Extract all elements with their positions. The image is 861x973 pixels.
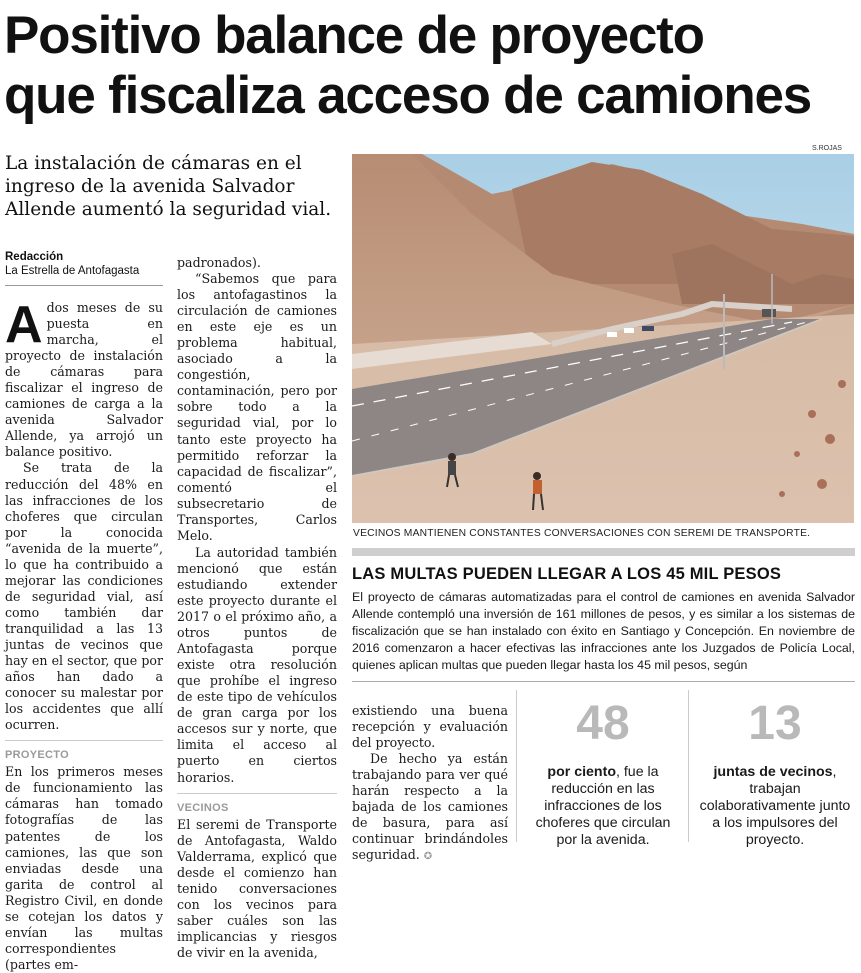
stat-number: 48 [576,697,630,750]
article-paragraph-7: De hecho ya están trabajando para ver qué harán respecto a la bajada de los camiones de basura, para así continuar brindándoles seguridad. ✪ [352,751,508,863]
article-column-2 [177,255,337,961]
article-paragraph-4: “Sabemos que para los antofagastinos la circulación de camiones en este eje es un problema habitual, asociado a la congestión, contaminación, pero por sobre todo a la seguridad vial, por lo tanto este proyecto ha permitido reforzar la capacidad de fiscalizar”, comentó el subsecretario de Transportes, Carlos Melo. [177,271,337,543]
stats-separator [516,690,517,842]
section-heading-vecinos: VECINOS [177,793,337,816]
photo-credit: S.ROJAS [812,145,842,152]
info-box-title: LAS MULTAS PUEDEN LLEGAR A LOS 45 MIL PESOS [352,565,782,583]
stat-description: por ciento, fue la reducción en las infracciones de los choferes que circulan por la avenida. [535,764,671,848]
subheadline: La instalación de cámaras en el ingreso de la avenida Salvador Allende aumentó la seguridad vial. [5,153,332,220]
stat-48 [524,697,682,849]
article-paragraph-3: En los primeros meses de funcionamiento las cámaras han tomado fotografías de las patentes de los camiones, las que son enviadas desde una garita de control al Registro Civil, en donde se cotejan los datos y envían las multas correspondientes (partes em- [5,764,163,972]
info-box-bar [352,548,855,556]
stats-separator [688,690,689,842]
byline-publication: La Estrella de Antofagasta [5,265,140,277]
headline-line-2: que fiscaliza acceso de camiones [4,66,812,125]
article-column-3 [352,703,508,865]
stat-description: juntas de vecinos, trabajan colaborativamente junto a los impulsores del proyecto. [699,764,851,848]
photo-caption: VECINOS MANTIENEN CONSTANTES CONVERSACIONES CON SEREMI DE TRANSPORTE. [353,528,811,539]
headline [4,6,860,126]
section-heading-proyecto: PROYECTO [5,740,163,763]
article-paragraph-6: El seremi de Transporte de Antofagasta, Waldo Valderrama, explicó que desde el comienzo han tenido conversaciones con los vecinos para saber cuáles son las implicancias y riesgos de vivir en la avenida, [177,816,337,960]
drop-cap: A [5,296,43,354]
info-box-body [352,589,855,674]
info-box-divider [352,681,855,682]
byline-author: Redacción [5,251,64,263]
stat-number: 13 [748,697,802,750]
stat-13 [695,697,855,849]
article-paragraph-2: Se trata de la reducción del 48% en las infracciones de los choferes que circulan por la conocida “avenida de la muerte”, lo que ha contribuido a mejorar las condiciones de seguridad vial, así como también dar tranquilidad a las 13 juntas de vecinos que hay en el sector, que por años han dado a conocer su malestar por los accidentes que allí ocurren. [5,460,163,733]
article-column-1 [5,296,163,973]
headline-line-1: Positivo balance de proyecto [4,6,704,65]
article-paragraph-3-continued: padronados). [177,255,261,270]
end-mark-icon: ✪ [423,851,433,863]
info-box-paragraph: El proyecto de cámaras automatizadas para el control de camiones en avenida Salvador Allende contempló una inversión de 161 millones de pesos, y es similar a los sistemas de fiscalización que se han instalado con éxito en Santiago y Concepción. En noviembre de 2016 comenzaron a hacer efectivas las infracciones ante los Juzgados de Policía Local, quienes aplican multas que pueden llegar hasta los 45 mil pesos, según [352,590,855,672]
article-paragraph-6-continued: existiendo una buena recepción y evaluación del proyecto. [352,703,508,751]
article-paragraph-1: Ados meses de su puesta en marcha, el proyecto de instalación de cámaras para fiscalizar el ingreso de camiones de carga a la avenida Salvador Allende, ya arrojó un balance positivo. [5,296,163,460]
article-paragraph-5: La autoridad también mencionó que están estudiando extender este proyecto durante el 2017 o el próximo año, a otros puntos de Antofagasta porque existe otra resolución que prohíbe el ingreso de este tipo de vehículos de gran carga por los accesos sur y norte, que limita el acceso al puerto en ciertos horarios. [177,544,337,785]
road-landscape-illustration [352,154,854,523]
byline-rule [5,285,163,286]
article-photo [352,154,854,523]
